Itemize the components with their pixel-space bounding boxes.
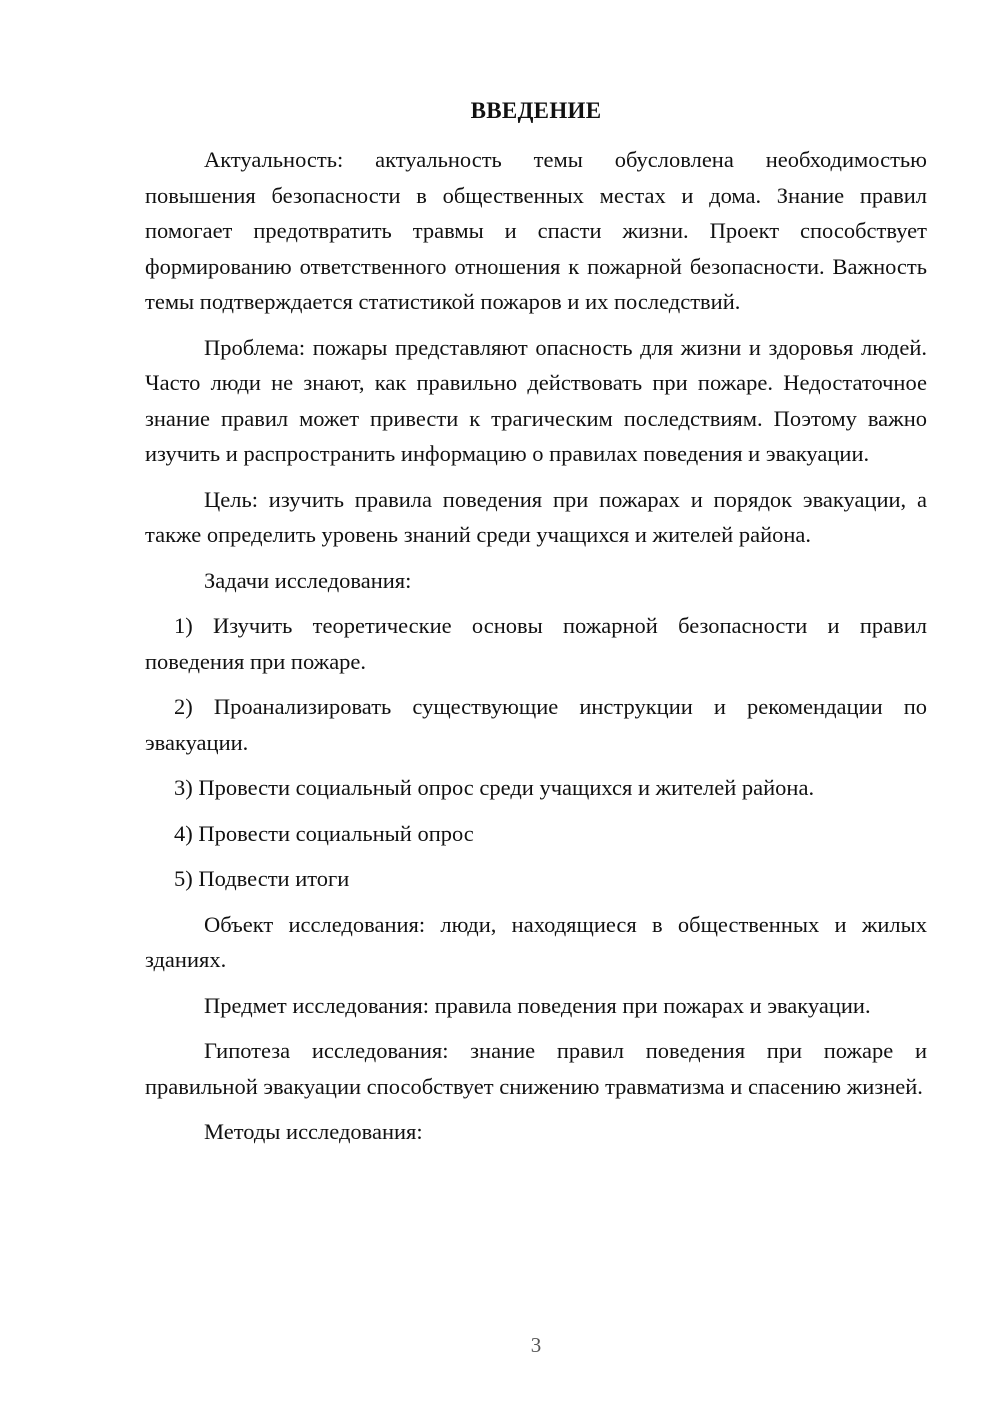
paragraph-hypothesis: Гипотеза исследования: знание правил поведения при пожаре и правильной эвакуации способствует снижению травматизма и спасению жизней.	[145, 1038, 927, 1099]
task-item-2: 2) Проанализировать существующие инструкции и рекомендации по эвакуации.	[145, 694, 927, 755]
paragraph-methods: Методы исследования:	[204, 1119, 423, 1144]
paragraph-object: Объект исследования: люди, находящиеся в общественных и жилых зданиях.	[145, 911, 927, 972]
document-title: ВВЕДЕНИЕ	[470, 98, 602, 123]
paragraph-problem: Проблема: пожары представляют опасность для жизни и здоровья людей. Часто люди не знают, как правильно действовать при пожаре. Недостаточное знание правил может привести к трагическим последствиям. Поэтому важно изучить и распространить информацию о правилах поведения и эвакуации.	[145, 334, 927, 466]
document-body	[145, 142, 927, 1160]
task-item-3: 3) Провести социальный опрос среди учащихся и жителей района.	[174, 775, 815, 800]
paragraph-goal: Цель: изучить правила поведения при пожарах и порядок эвакуации, а также определить уровень знаний среди учащихся и жителей района.	[145, 486, 927, 547]
task-item-5: 5) Подвести итоги	[174, 866, 350, 891]
page-number: 3	[530, 1333, 542, 1357]
paragraph-subject: Предмет исследования: правила поведения при пожарах и эвакуации.	[204, 992, 871, 1018]
task-item-1: 1) Изучить теоретические основы пожарной безопасности и правил поведения при пожаре.	[145, 613, 927, 674]
task-item-4: 4) Провести социальный опрос	[174, 820, 474, 846]
paragraph-tasks-heading: Задачи исследования:	[204, 567, 412, 593]
paragraph-relevance: Актуальность: актуальность темы обусловлена необходимостью повышения безопасности в общественных местах и дома. Знание правил помогает предотвратить травмы и спасти жизни. Проект способствует формированию ответственного отношения к пожарной безопасности. Важность темы подтверждается статистикой пожаров и их последствий.	[145, 147, 927, 314]
